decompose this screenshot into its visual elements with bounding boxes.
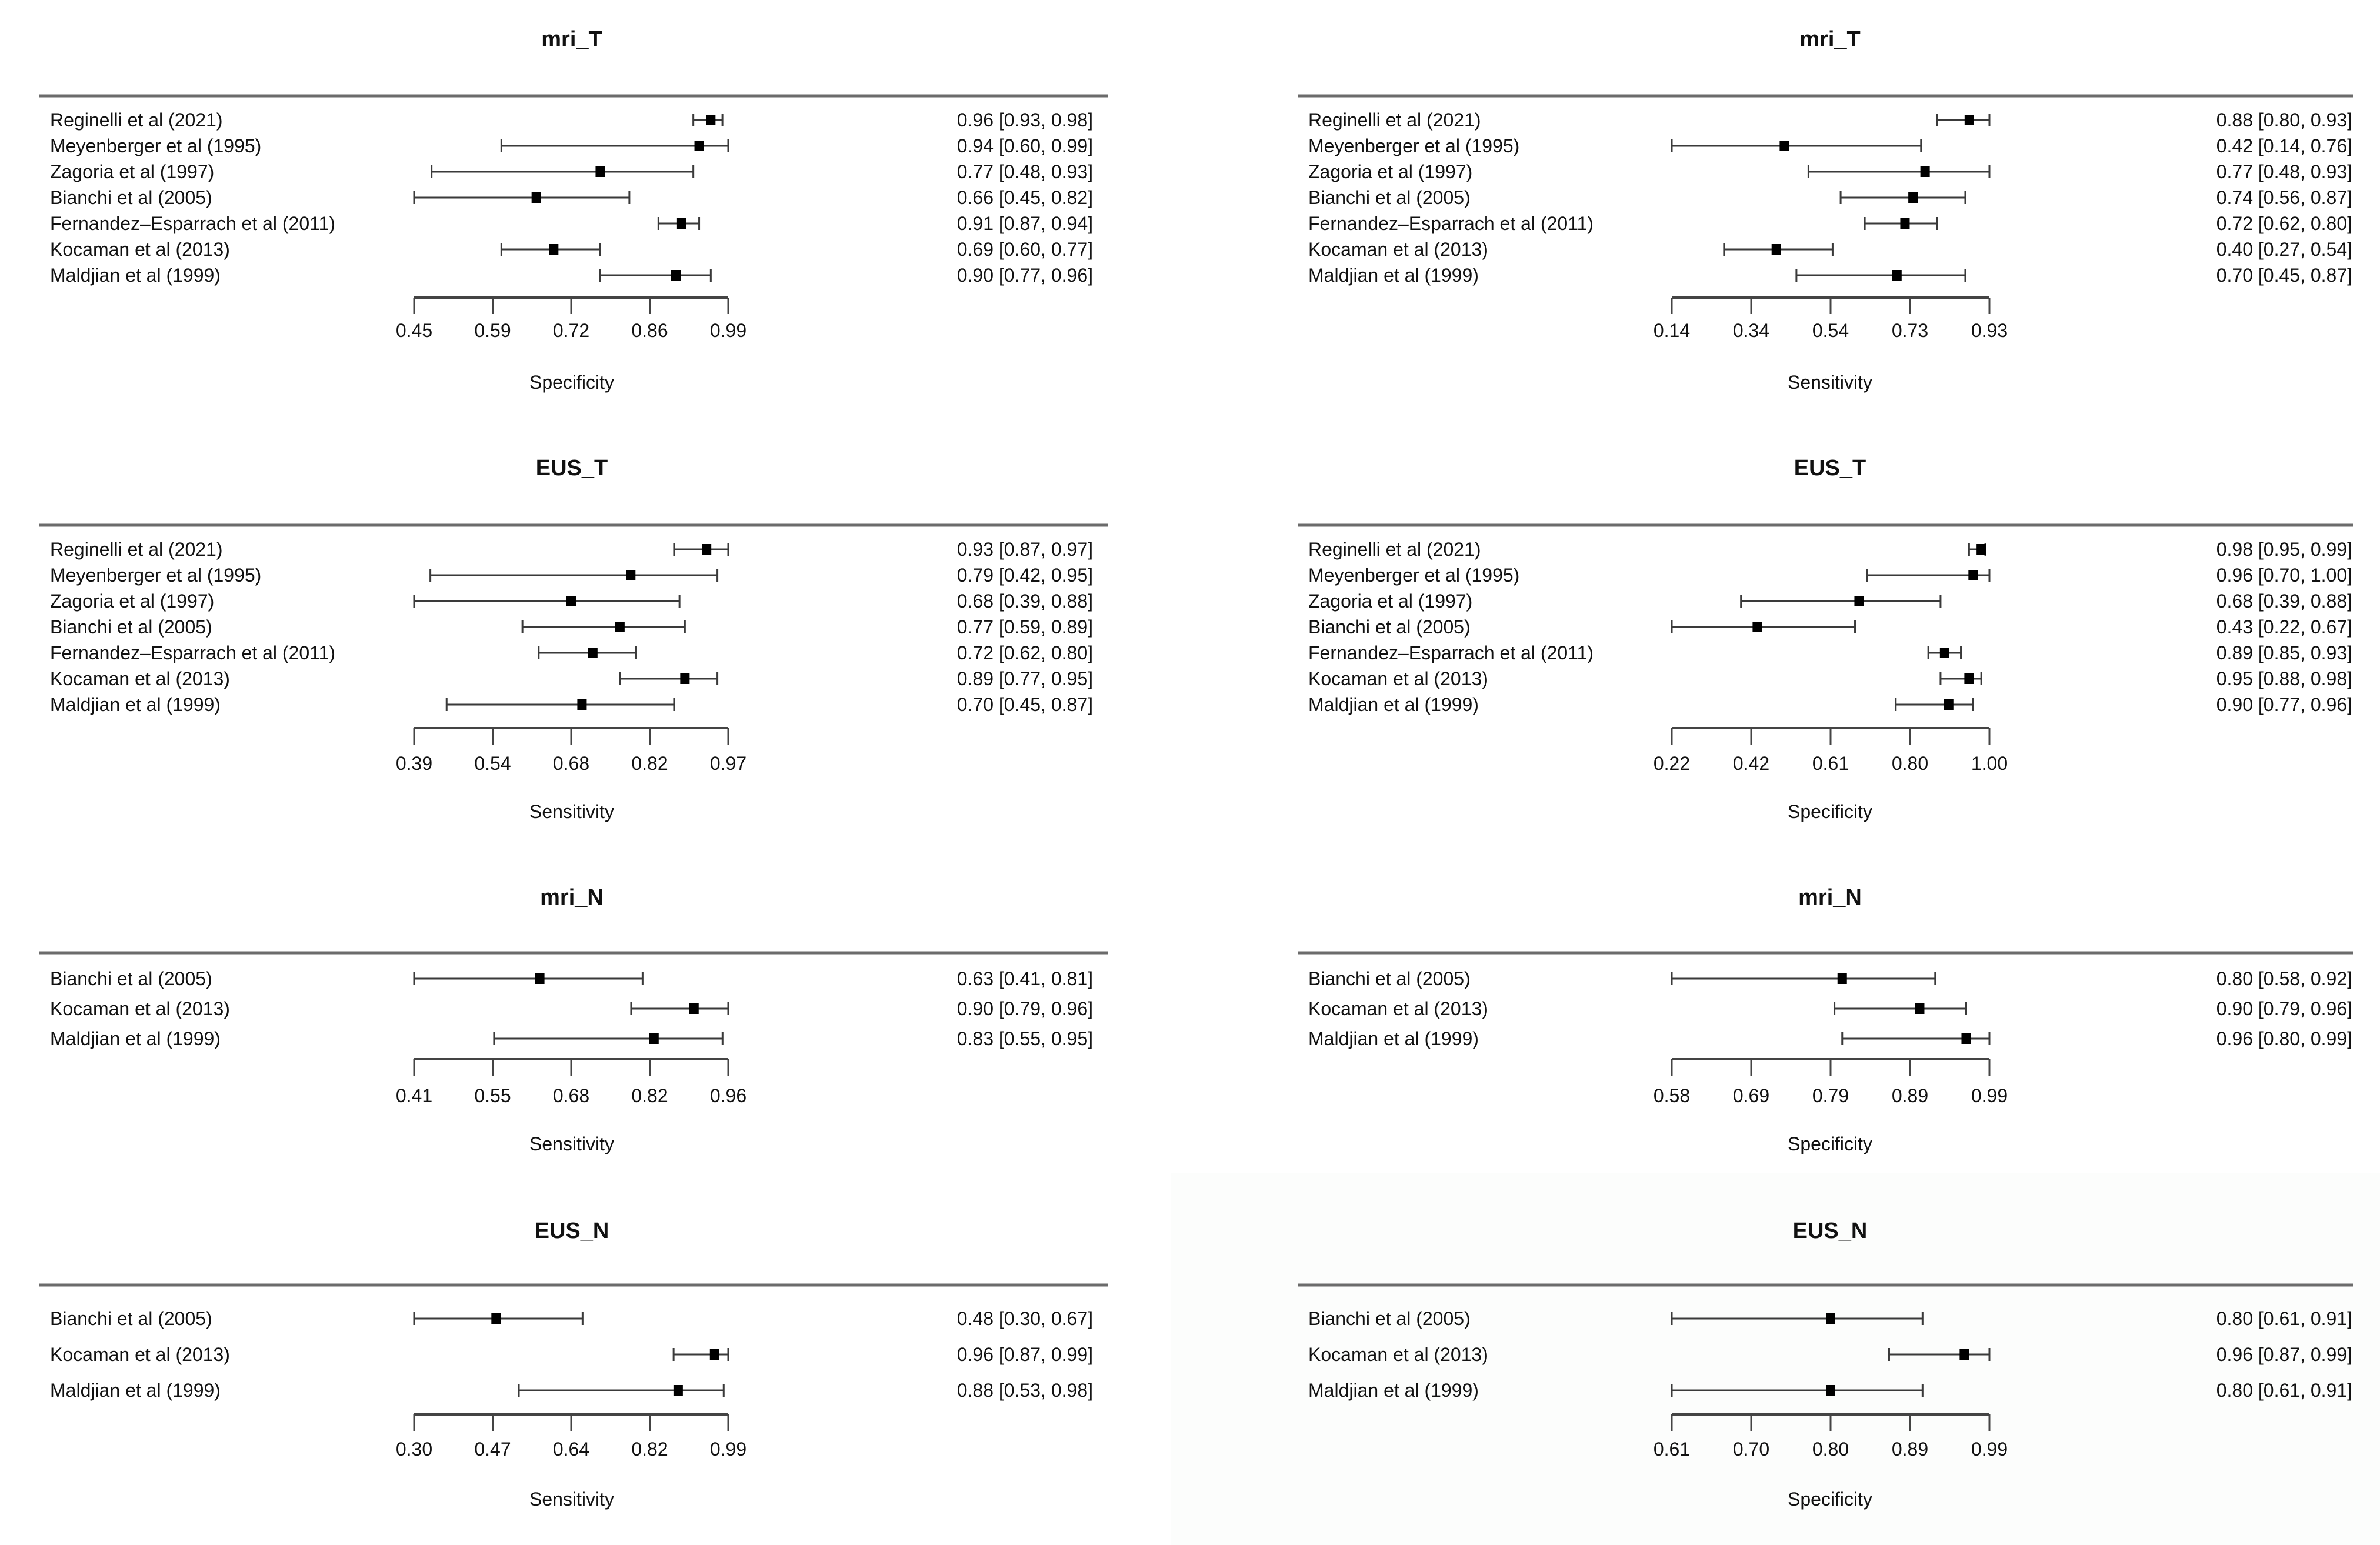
- point-estimate-square: [1959, 1349, 1969, 1360]
- study-label: Reginelli et al (2021): [50, 539, 223, 560]
- x-tick-label: 0.61: [1812, 753, 1849, 774]
- x-tick-label: 0.61: [1653, 1439, 1691, 1460]
- x-axis-title: Specificity: [529, 372, 615, 393]
- estimate-ci-text: 0.96 [0.70, 1.00]: [2216, 565, 2352, 586]
- point-estimate-square: [1826, 1313, 1835, 1324]
- point-estimate-square: [706, 115, 715, 125]
- study-label: Meyenberger et al (1995): [1308, 135, 1520, 156]
- x-tick-label: 0.72: [552, 320, 590, 341]
- estimate-ci-text: 0.98 [0.95, 0.99]: [2216, 539, 2352, 560]
- study-label: Zagoria et al (1997): [1308, 590, 1473, 612]
- point-estimate-square: [680, 673, 689, 684]
- study-label: Zagoria et al (1997): [50, 161, 215, 182]
- point-estimate-square: [532, 192, 541, 203]
- study-label: Bianchi et al (2005): [50, 968, 212, 989]
- point-estimate-square: [1838, 973, 1847, 984]
- point-estimate-square: [1908, 192, 1918, 203]
- study-label: Kocaman et al (2013): [50, 1344, 230, 1365]
- estimate-ci-text: 0.70 [0.45, 0.87]: [2216, 265, 2352, 286]
- x-axis-title: Sensitivity: [1787, 372, 1873, 393]
- x-axis-title: Sensitivity: [529, 1133, 615, 1154]
- point-estimate-square: [588, 648, 598, 658]
- x-tick-label: 0.99: [1971, 1085, 2008, 1106]
- estimate-ci-text: 0.94 [0.60, 0.99]: [956, 135, 1093, 156]
- panel-title: mri_T: [1799, 27, 1861, 52]
- point-estimate-square: [1976, 544, 1986, 555]
- study-label: Reginelli et al (2021): [50, 109, 223, 131]
- x-tick-label: 0.79: [1812, 1085, 1849, 1106]
- x-tick-label: 0.99: [709, 1439, 747, 1460]
- study-label: Maldjian et al (1999): [1308, 694, 1479, 715]
- study-label: Bianchi et al (2005): [1308, 187, 1471, 208]
- x-tick-label: 0.89: [1891, 1085, 1929, 1106]
- estimate-ci-text: 0.42 [0.14, 0.76]: [2216, 135, 2352, 156]
- estimate-ci-text: 0.68 [0.39, 0.88]: [956, 590, 1093, 612]
- estimate-ci-text: 0.77 [0.59, 0.89]: [956, 616, 1093, 638]
- x-tick-label: 0.69: [1732, 1085, 1770, 1106]
- study-label: Maldjian et al (1999): [50, 1380, 221, 1401]
- point-estimate-square: [1968, 570, 1978, 580]
- estimate-ci-text: 0.96 [0.87, 0.99]: [956, 1344, 1093, 1365]
- x-axis-title: Specificity: [1787, 801, 1873, 822]
- study-label: Meyenberger et al (1995): [1308, 565, 1520, 586]
- study-label: Maldjian et al (1999): [50, 694, 221, 715]
- study-label: Zagoria et al (1997): [1308, 161, 1473, 182]
- x-tick-label: 0.58: [1653, 1085, 1691, 1106]
- study-label: Bianchi et al (2005): [50, 616, 212, 638]
- estimate-ci-text: 0.89 [0.85, 0.93]: [2216, 642, 2352, 663]
- estimate-ci-text: 0.77 [0.48, 0.93]: [956, 161, 1093, 182]
- point-estimate-square: [677, 218, 686, 229]
- x-tick-label: 0.34: [1732, 320, 1770, 341]
- study-label: Bianchi et al (2005): [1308, 616, 1471, 638]
- panel-title: mri_T: [541, 27, 602, 52]
- x-tick-label: 0.80: [1891, 753, 1929, 774]
- x-tick-label: 0.99: [1971, 1439, 2008, 1460]
- study-label: Maldjian et al (1999): [50, 1028, 221, 1049]
- estimate-ci-text: 0.96 [0.93, 0.98]: [956, 109, 1093, 131]
- x-tick-label: 0.54: [1812, 320, 1849, 341]
- point-estimate-square: [1779, 141, 1789, 151]
- x-tick-label: 0.99: [709, 320, 747, 341]
- estimate-ci-text: 0.96 [0.87, 0.99]: [2216, 1344, 2352, 1365]
- point-estimate-square: [1892, 270, 1902, 281]
- study-label: Kocaman et al (2013): [50, 239, 230, 260]
- x-tick-label: 0.68: [552, 753, 590, 774]
- study-label: Bianchi et al (2005): [50, 187, 212, 208]
- point-estimate-square: [1944, 699, 1954, 710]
- x-tick-label: 0.97: [709, 753, 747, 774]
- x-tick-label: 0.14: [1653, 320, 1691, 341]
- estimate-ci-text: 0.74 [0.56, 0.87]: [2216, 187, 2352, 208]
- x-axis-title: Sensitivity: [529, 1489, 615, 1510]
- point-estimate-square: [626, 570, 635, 580]
- point-estimate-square: [1900, 218, 1909, 229]
- point-estimate-square: [1965, 115, 1974, 125]
- point-estimate-square: [566, 596, 576, 606]
- estimate-ci-text: 0.83 [0.55, 0.95]: [956, 1028, 1093, 1049]
- x-tick-label: 0.22: [1653, 753, 1691, 774]
- x-tick-label: 0.47: [474, 1439, 511, 1460]
- x-tick-label: 0.86: [631, 320, 668, 341]
- study-label: Meyenberger et al (1995): [50, 565, 262, 586]
- x-axis-title: Specificity: [1787, 1489, 1873, 1510]
- estimate-ci-text: 0.90 [0.79, 0.96]: [956, 998, 1093, 1019]
- point-estimate-square: [674, 1385, 683, 1396]
- x-tick-label: 0.54: [474, 753, 511, 774]
- study-label: Reginelli et al (2021): [1308, 539, 1481, 560]
- estimate-ci-text: 0.68 [0.39, 0.88]: [2216, 590, 2352, 612]
- point-estimate-square: [649, 1033, 659, 1044]
- x-tick-label: 0.68: [552, 1085, 590, 1106]
- estimate-ci-text: 0.95 [0.88, 0.98]: [2216, 668, 2352, 689]
- point-estimate-square: [1772, 244, 1781, 255]
- point-estimate-square: [535, 973, 545, 984]
- estimate-ci-text: 0.79 [0.42, 0.95]: [956, 565, 1093, 586]
- point-estimate-square: [1961, 1033, 1971, 1044]
- point-estimate-square: [577, 699, 586, 710]
- study-label: Kocaman et al (2013): [1308, 1344, 1488, 1365]
- x-tick-label: 0.55: [474, 1085, 511, 1106]
- estimate-ci-text: 0.69 [0.60, 0.77]: [956, 239, 1093, 260]
- x-tick-label: 0.70: [1732, 1439, 1770, 1460]
- study-label: Maldjian et al (1999): [1308, 1380, 1479, 1401]
- point-estimate-square: [1854, 596, 1864, 606]
- estimate-ci-text: 0.72 [0.62, 0.80]: [2216, 213, 2352, 234]
- estimate-ci-text: 0.88 [0.53, 0.98]: [956, 1380, 1093, 1401]
- study-label: Kocaman et al (2013): [50, 998, 230, 1019]
- estimate-ci-text: 0.90 [0.77, 0.96]: [956, 265, 1093, 286]
- estimate-ci-text: 0.89 [0.77, 0.95]: [956, 668, 1093, 689]
- study-label: Bianchi et al (2005): [1308, 968, 1471, 989]
- estimate-ci-text: 0.96 [0.80, 0.99]: [2216, 1028, 2352, 1049]
- estimate-ci-text: 0.72 [0.62, 0.80]: [956, 642, 1093, 663]
- point-estimate-square: [1964, 673, 1974, 684]
- x-tick-label: 0.59: [474, 320, 511, 341]
- x-tick-label: 0.30: [395, 1439, 433, 1460]
- study-label: Maldjian et al (1999): [1308, 1028, 1479, 1049]
- point-estimate-square: [1752, 622, 1762, 632]
- study-label: Kocaman et al (2013): [1308, 239, 1488, 260]
- x-axis-title: Specificity: [1787, 1133, 1873, 1154]
- study-label: Maldjian et al (1999): [1308, 265, 1479, 286]
- x-tick-label: 0.80: [1812, 1439, 1849, 1460]
- x-tick-label: 0.82: [631, 1439, 668, 1460]
- x-tick-label: 0.41: [395, 1085, 433, 1106]
- panel-title: EUS_T: [535, 456, 608, 480]
- study-label: Kocaman et al (2013): [1308, 998, 1488, 1019]
- study-label: Bianchi et al (2005): [1308, 1308, 1471, 1329]
- x-tick-label: 0.45: [395, 320, 433, 341]
- point-estimate-square: [549, 244, 558, 255]
- x-tick-label: 0.73: [1891, 320, 1929, 341]
- estimate-ci-text: 0.77 [0.48, 0.93]: [2216, 161, 2352, 182]
- study-label: Zagoria et al (1997): [50, 590, 215, 612]
- study-label: Kocaman et al (2013): [50, 668, 230, 689]
- point-estimate-square: [710, 1349, 719, 1360]
- study-label: Bianchi et al (2005): [50, 1308, 212, 1329]
- x-tick-label: 1.00: [1971, 753, 2008, 774]
- study-label: Fernandez–Esparrach et al (2011): [1308, 642, 1594, 663]
- panel-title: EUS_N: [1792, 1219, 1868, 1243]
- estimate-ci-text: 0.63 [0.41, 0.81]: [956, 968, 1093, 989]
- estimate-ci-text: 0.43 [0.22, 0.67]: [2216, 616, 2352, 638]
- point-estimate-square: [695, 141, 704, 151]
- estimate-ci-text: 0.90 [0.79, 0.96]: [2216, 998, 2352, 1019]
- study-label: Maldjian et al (1999): [50, 265, 221, 286]
- estimate-ci-text: 0.93 [0.87, 0.97]: [956, 539, 1093, 560]
- panel-title: EUS_T: [1794, 456, 1866, 480]
- x-tick-label: 0.39: [395, 753, 433, 774]
- estimate-ci-text: 0.48 [0.30, 0.67]: [956, 1308, 1093, 1329]
- point-estimate-square: [689, 1003, 699, 1014]
- estimate-ci-text: 0.80 [0.61, 0.91]: [2216, 1308, 2352, 1329]
- point-estimate-square: [1915, 1003, 1924, 1014]
- estimate-ci-text: 0.91 [0.87, 0.94]: [956, 213, 1093, 234]
- estimate-ci-text: 0.88 [0.80, 0.93]: [2216, 109, 2352, 131]
- x-tick-label: 0.64: [552, 1439, 590, 1460]
- point-estimate-square: [615, 622, 625, 632]
- x-tick-label: 0.82: [631, 753, 668, 774]
- x-tick-label: 0.82: [631, 1085, 668, 1106]
- study-label: Meyenberger et al (1995): [50, 135, 262, 156]
- study-label: Kocaman et al (2013): [1308, 668, 1488, 689]
- point-estimate-square: [1826, 1385, 1835, 1396]
- panel-title: EUS_N: [534, 1219, 609, 1243]
- study-label: Fernandez–Esparrach et al (2011): [1308, 213, 1594, 234]
- panel-title: mri_N: [1798, 885, 1862, 910]
- point-estimate-square: [702, 544, 711, 555]
- estimate-ci-text: 0.90 [0.77, 0.96]: [2216, 694, 2352, 715]
- x-tick-label: 0.42: [1732, 753, 1770, 774]
- estimate-ci-text: 0.66 [0.45, 0.82]: [956, 187, 1093, 208]
- estimate-ci-text: 0.70 [0.45, 0.87]: [956, 694, 1093, 715]
- study-label: Reginelli et al (2021): [1308, 109, 1481, 131]
- estimate-ci-text: 0.80 [0.61, 0.91]: [2216, 1380, 2352, 1401]
- x-tick-label: 0.93: [1971, 320, 2008, 341]
- panel-title: mri_N: [540, 885, 604, 910]
- study-label: Fernandez–Esparrach et al (2011): [50, 642, 336, 663]
- x-tick-label: 0.96: [709, 1085, 747, 1106]
- point-estimate-square: [671, 270, 681, 281]
- point-estimate-square: [491, 1313, 501, 1324]
- point-estimate-square: [595, 166, 605, 177]
- x-tick-label: 0.89: [1891, 1439, 1929, 1460]
- estimate-ci-text: 0.40 [0.27, 0.54]: [2216, 239, 2352, 260]
- point-estimate-square: [1940, 648, 1949, 658]
- point-estimate-square: [1921, 166, 1930, 177]
- x-axis-title: Sensitivity: [529, 801, 615, 822]
- study-label: Fernandez–Esparrach et al (2011): [50, 213, 336, 234]
- estimate-ci-text: 0.80 [0.58, 0.92]: [2216, 968, 2352, 989]
